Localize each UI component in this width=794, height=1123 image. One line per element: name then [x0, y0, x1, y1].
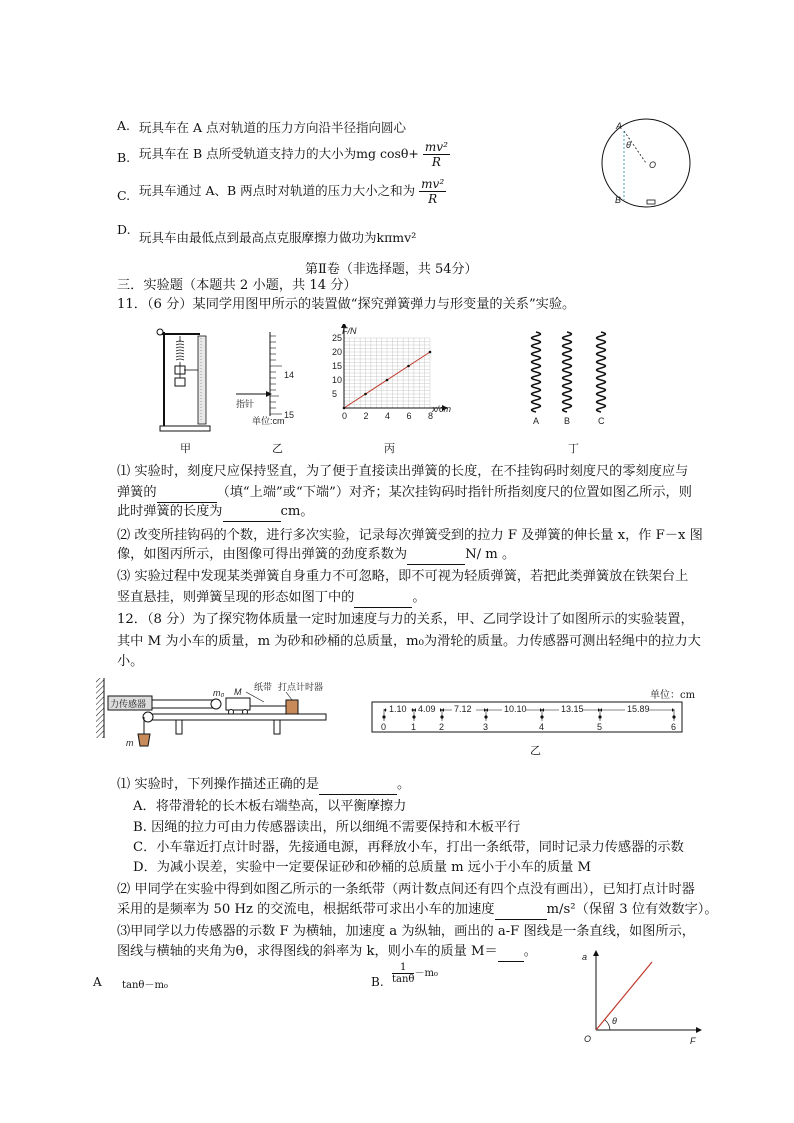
timer-box: [286, 700, 298, 714]
q12-part1: ⑴ 实验时，下列操作描述正确的是 。: [117, 775, 410, 795]
count-point-label: 0: [381, 722, 387, 732]
choice-b: B. 因绳的拉力可由力传感器读出，所以细绳不需要保持和木板平行: [133, 820, 521, 835]
theta-angle-label: θ: [612, 1016, 617, 1026]
part2-header: 第Ⅱ卷（非选择题，共 54分）: [305, 262, 478, 277]
y-tick-label: 15: [332, 361, 343, 371]
option-d-text: 玩具车由最低点到最高点克服摩擦力做功为kπmv²: [139, 230, 417, 245]
y-tick-label: 10: [332, 375, 343, 385]
cart: [226, 698, 250, 710]
caption-bing: 丙: [384, 442, 395, 455]
spring-b-label: B: [564, 416, 571, 426]
chart-axes: [341, 324, 448, 411]
data-point: [429, 351, 432, 354]
choice-d: D．为减小误差，实验中一定要保证砂和砂桶的总质量 m 远小于小车的质量 M: [133, 860, 591, 875]
q12-part3-line2: 图线与横轴的夹角为θ，求得图线的斜率为 k，则小车的质量 M＝ 。: [117, 942, 537, 962]
toy-car: [647, 200, 655, 204]
option-c-label: C.: [117, 188, 131, 203]
center-o-label: O: [649, 160, 657, 170]
q12-stem-line1: 12．（8 分）为了探究物体质量一定时加速度与力的关系，甲、乙同学设计了如图所示的实验装置，: [117, 612, 694, 627]
q12-part2-line2: 采用的是频率为 50 Hz 的交流电，根据纸带可求出小车的加速度 m/s²（保留 3 位有效数字）。: [117, 900, 718, 920]
point-b-label: B: [615, 195, 622, 205]
fig-jia-stand: [150, 326, 220, 436]
count-point-label: 2: [439, 722, 445, 732]
x-tick-label: 8: [428, 411, 434, 421]
answer-blank-end[interactable]: [157, 483, 217, 503]
q11-part2-line1: ⑵ 改变所挂钩码的个数，进行多次实验，记录每次弹簧受到的拉力 F 及弹簧的伸长量 x，作 F－x 图: [117, 528, 703, 543]
stand-base: [160, 426, 210, 431]
q11-part1-line2: 弹簧的 （填“上端”或“下端”）对齐；某次挂钩码时指针所指刻度尺的位置如图乙所示，则: [117, 483, 692, 503]
answer-a-label: A: [93, 975, 102, 989]
origin-label: O: [584, 1034, 592, 1044]
option-d-label: D.: [117, 222, 131, 237]
fig-aF-graph: [574, 948, 704, 1048]
answer-blank-length[interactable]: [223, 502, 281, 522]
q11-part3-line2: 竖直悬挂，则弹簧呈现的形态如图丁中的 。: [117, 588, 426, 608]
count-point-label: 4: [539, 722, 545, 732]
bucket-m-label: m: [126, 738, 134, 748]
hook-weight-2: [175, 378, 185, 386]
spring-a: [532, 332, 541, 412]
tape-label: 纸带: [254, 682, 273, 692]
segment-length-label: 10.10: [504, 704, 527, 714]
unit-label: 单位:cm: [252, 416, 285, 425]
answer-a-text: tanθ－m₀: [122, 980, 168, 991]
answer-b-label: B.: [371, 975, 384, 989]
option-b-text: 玩具车在 B 点所受轨道支持力的大小为mg cosθ+: [139, 146, 419, 161]
cart-m-label: M: [234, 687, 242, 697]
spring: [176, 336, 184, 360]
section3-header: 三．实验题（本题共 2 小题，共 14 分）: [117, 278, 357, 293]
choice-c: C．小车靠近打点计时器，先接通电源，再释放小车，打出一条纸带，同时记录力传感器的示数: [133, 840, 684, 855]
option-b: [139, 140, 450, 169]
board-leg-1: [176, 720, 182, 734]
pointer-label: 指针: [236, 399, 255, 409]
x-tick-label: 4: [385, 411, 391, 421]
fig-apparatus: [96, 676, 336, 766]
wall: [96, 678, 104, 738]
circular-track-figure: [598, 118, 698, 210]
choice-a: A．将带滑轮的长木板右端垫高，以平衡摩擦力: [133, 799, 407, 814]
data-point: [364, 393, 367, 396]
option-b-fraction: $\frac{\text{mv²}}{R}$: [424, 140, 448, 169]
x-tick-label: 0: [342, 411, 348, 421]
ruler: [198, 336, 206, 424]
tick-14-label: 14: [284, 370, 295, 380]
a-axis-label: a: [582, 952, 588, 962]
point-a-label: A: [616, 121, 623, 131]
long-board: [146, 714, 326, 720]
q11-part3-line1: ⑶ 实验过程中发现某类弹簧自身重力不可忽略，即不可视为轻质弹簧，若把此类弹簧放在铁架台上: [117, 569, 689, 584]
force-sensor-label: 力传感器: [110, 699, 147, 709]
q12-stem-line2: 其中 M 为小车的质量，m 为砂和砂桶的总质量，m₀为滑轮的质量。力传感器可测出轻绳中的拉力大: [117, 634, 701, 649]
count-point-label: 5: [597, 722, 603, 732]
x-tick-label: 2: [363, 411, 369, 421]
caption-jia: 甲: [180, 442, 191, 455]
count-point-label: 3: [483, 722, 489, 732]
answer-blank-choice[interactable]: [319, 775, 397, 795]
y-tick-label: 20: [332, 347, 343, 357]
answer-b-expression: $\frac{1}{\tan\theta}$ －m₀: [392, 962, 438, 985]
fig-yi-ruler: [232, 330, 322, 425]
y-tick-label: 5: [332, 389, 338, 399]
y-axis-label: F/N: [342, 326, 357, 336]
ruler-minor-ticks: [270, 336, 282, 414]
q12-part3-line1: ⑶甲同学以力传感器的示数 F 为横轴，加速度 a 为纵轴，画出的 a-F 图线是一条直线，如图所示，: [117, 924, 695, 939]
m0-label: m₀: [213, 688, 225, 698]
tick-15-label: 15: [284, 410, 295, 420]
answer-blank-stiffness[interactable]: [407, 545, 465, 565]
timer-leader: [286, 692, 292, 700]
q11-part2-line2: 像，如图丙所示，由图像可得出弹簧的劲度系数为 N/ m 。: [117, 545, 515, 565]
a-axis-arrow: [593, 950, 599, 956]
fig-bing-chart: [320, 324, 460, 436]
x-tick-label: 6: [406, 411, 412, 421]
fig-ding-springs: [520, 328, 620, 428]
y-tick-label: 25: [332, 333, 343, 343]
segment-length-label: 15.89: [627, 704, 650, 714]
aF-line: [596, 962, 652, 1030]
option-c-text: 玩具车通过 A、B 两点时对轨道的压力大小之和为: [139, 183, 416, 198]
x-axis-label: x/cm: [432, 404, 451, 414]
answer-blank-acceleration[interactable]: [495, 900, 547, 920]
spring-c-label: C: [598, 416, 605, 426]
q12-stem-line3: 小。: [117, 654, 144, 669]
chart-grid: [344, 338, 430, 408]
clamp-knob: [157, 329, 163, 335]
fig-paper-tape: [370, 700, 686, 740]
pulley-m0: [211, 699, 221, 709]
segment-length-label: 13.15: [561, 704, 584, 714]
caption-yi: 乙: [272, 442, 283, 455]
q12-part2-line1: ⑵ 甲同学在实验中得到如图乙所示的一条纸带（两计数点间还有四个点没有画出），已知打点计时器: [117, 882, 695, 897]
spring-a-label: A: [533, 416, 540, 426]
angle-arc: [605, 1020, 610, 1030]
timer-label: 打点计时器: [278, 682, 324, 692]
spring-c: [597, 332, 606, 412]
count-point-label: 6: [671, 722, 677, 732]
option-a-text: 玩具车在 A 点对轨道的压力方向沿半径指向圆心: [139, 120, 406, 135]
f-axis-arrow: [696, 1027, 702, 1033]
board-leg-2: [274, 720, 280, 734]
data-point: [343, 407, 346, 410]
data-point: [407, 365, 410, 368]
q11-part1-line3: 此时弹簧的长度为 cm。: [117, 502, 314, 522]
option-a-label: A.: [117, 118, 131, 133]
count-point-label: 1: [411, 722, 417, 732]
answer-blank-mass[interactable]: [498, 942, 524, 962]
option-b-label: B.: [117, 150, 131, 165]
tape-unit-label: 单位：cm: [650, 690, 696, 701]
option-c: [139, 177, 446, 206]
q11-part1-line1: ⑴ 实验时，刻度尺应保持竖直，为了便于直接读出弹簧的长度，在不挂钩码时刻度尺的零刻度应与: [117, 464, 689, 479]
spring-b: [563, 332, 572, 412]
caption-tape-yi: 乙: [530, 744, 541, 757]
theta-label: θ: [626, 140, 631, 150]
f-axis-label: F: [690, 1036, 696, 1046]
caption-ding: 丁: [568, 442, 579, 455]
segment-length-label: 4.09: [418, 704, 436, 714]
segment-length-label: 7.12: [454, 704, 472, 714]
answer-blank-spring-shape[interactable]: [354, 588, 412, 608]
segment-length-label: 1.10: [389, 704, 407, 714]
sand-bucket: [138, 734, 150, 746]
option-c-fraction: $\frac{\text{mv²}}{R}$: [421, 177, 445, 206]
data-point: [386, 379, 389, 382]
q11-stem: 11．（6 分）某同学用图甲所示的装置做“探究弹簧弹力与形变量的关系”实验。: [117, 297, 576, 312]
